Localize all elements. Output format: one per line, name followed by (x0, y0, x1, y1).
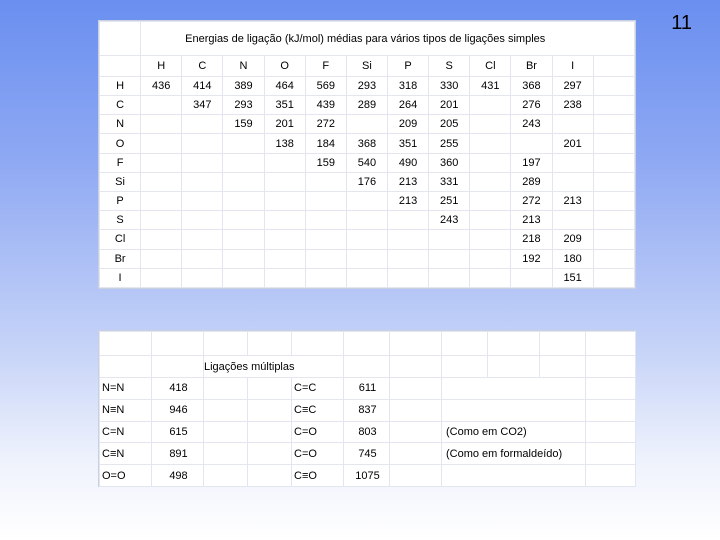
energy-cell: 276 (511, 96, 552, 115)
energy-cell: 540 (346, 153, 387, 172)
blank-cell (204, 399, 248, 421)
energy-cell (552, 211, 593, 230)
bond-energy: 946 (152, 399, 204, 421)
energy-cell (346, 211, 387, 230)
bond-label: C=O (292, 443, 344, 465)
energy-cell (429, 230, 470, 249)
energy-cell (470, 115, 511, 134)
column-header: F (305, 56, 346, 77)
energy-cell: 464 (264, 76, 305, 95)
energy-cell: 138 (264, 134, 305, 153)
blank-cell (593, 96, 634, 115)
blank-cell (586, 443, 636, 465)
blank-cell (586, 356, 636, 378)
bond-label: C≡O (292, 465, 344, 487)
row-header: S (100, 211, 141, 230)
bond-label: N=N (100, 378, 152, 400)
energy-cell (346, 115, 387, 134)
energy-cell (182, 172, 223, 191)
blank-cell (204, 378, 248, 400)
blank-cell (344, 332, 390, 356)
table-row (100, 421, 636, 443)
energy-cell: 389 (223, 76, 264, 95)
blank-cell (593, 230, 634, 249)
energy-cell (182, 153, 223, 172)
energy-cell: 205 (429, 115, 470, 134)
energy-cell (141, 191, 182, 210)
blank-cell (390, 443, 442, 465)
energy-cell (223, 134, 264, 153)
bond-label: C=C (292, 378, 344, 400)
energy-cell: 569 (305, 76, 346, 95)
energy-cell (264, 191, 305, 210)
energy-cell: 176 (346, 172, 387, 191)
energy-cell: 490 (387, 153, 428, 172)
energy-cell (264, 211, 305, 230)
energy-cell (182, 249, 223, 268)
bond-energy: 745 (344, 443, 390, 465)
row-header: Br (100, 249, 141, 268)
blank-cell (540, 332, 586, 356)
energy-cell (141, 153, 182, 172)
energy-cell: 243 (511, 115, 552, 134)
energy-cell: 251 (429, 191, 470, 210)
blank-cell (204, 332, 248, 356)
column-header: O (264, 56, 305, 77)
blank-cell (100, 356, 152, 378)
energy-cell (305, 172, 346, 191)
column-header: S (429, 56, 470, 77)
energy-cell: 272 (511, 191, 552, 210)
energy-cell (141, 96, 182, 115)
energy-cell: 414 (182, 76, 223, 95)
energy-cell (182, 230, 223, 249)
energy-cell (470, 268, 511, 287)
energy-cell (470, 134, 511, 153)
energy-cell (223, 172, 264, 191)
row-header: O (100, 134, 141, 153)
bond-energy: 803 (344, 421, 390, 443)
table-row (100, 76, 635, 95)
blank-cell (248, 421, 292, 443)
energy-cell: 209 (387, 115, 428, 134)
energy-cell: 192 (511, 249, 552, 268)
table-row (100, 399, 636, 421)
bond-energy: 615 (152, 421, 204, 443)
blank-cell (248, 332, 292, 356)
energy-cell (182, 134, 223, 153)
energy-cell (470, 191, 511, 210)
bond-energy: 611 (344, 378, 390, 400)
blank-cell (390, 399, 442, 421)
energy-cell (552, 153, 593, 172)
row-header: P (100, 191, 141, 210)
energy-cell: 289 (511, 172, 552, 191)
blank-cell (390, 332, 442, 356)
blank-cell (593, 115, 634, 134)
column-header: H (141, 56, 182, 77)
single-bond-energy-table (98, 20, 636, 289)
energy-cell (470, 172, 511, 191)
energy-cell: 318 (387, 76, 428, 95)
energy-cell (264, 153, 305, 172)
energy-cell: 213 (511, 211, 552, 230)
table-corner-cell (100, 56, 141, 77)
energy-cell (182, 211, 223, 230)
energy-cell (346, 191, 387, 210)
column-header: Si (346, 56, 387, 77)
energy-cell (141, 134, 182, 153)
energy-cell: 360 (429, 153, 470, 172)
energy-cell (511, 268, 552, 287)
energy-cell: 331 (429, 172, 470, 191)
energy-cell (305, 268, 346, 287)
energy-cell (470, 153, 511, 172)
blank-cell (204, 443, 248, 465)
energy-cell: 431 (470, 76, 511, 95)
energy-cell: 201 (429, 96, 470, 115)
bond-energy: 418 (152, 378, 204, 400)
energy-cell: 201 (264, 115, 305, 134)
column-header: I (552, 56, 593, 77)
blank-cell (390, 465, 442, 487)
energy-cell: 347 (182, 96, 223, 115)
row-header: H (100, 76, 141, 95)
blank-cell (390, 356, 442, 378)
bond-label: C=O (292, 421, 344, 443)
energy-cell: 184 (305, 134, 346, 153)
energy-cell (346, 268, 387, 287)
blank-cell (593, 172, 634, 191)
energy-cell (223, 230, 264, 249)
energy-cell (182, 268, 223, 287)
energy-cell: 201 (552, 134, 593, 153)
blank-cell (442, 332, 488, 356)
energy-cell (141, 249, 182, 268)
blank-cell (540, 356, 586, 378)
blank-cell (204, 421, 248, 443)
blank-cell (488, 356, 540, 378)
row-header: Si (100, 172, 141, 191)
bond-label: C=N (100, 421, 152, 443)
energy-cell (223, 211, 264, 230)
energy-cell: 151 (552, 268, 593, 287)
blank-cell (248, 399, 292, 421)
energy-cell: 330 (429, 76, 470, 95)
table-row (100, 249, 635, 268)
energy-cell: 213 (552, 191, 593, 210)
energy-cell: 197 (511, 153, 552, 172)
energy-cell (305, 249, 346, 268)
energy-cell (470, 211, 511, 230)
table-row (100, 96, 635, 115)
energy-cell (429, 268, 470, 287)
energy-cell (387, 211, 428, 230)
energy-cell (387, 268, 428, 287)
bond-energy: 1075 (344, 465, 390, 487)
blank-cell (593, 249, 634, 268)
blank-cell (390, 421, 442, 443)
table-row (100, 443, 636, 465)
table-row (100, 378, 636, 400)
bond-energy: 837 (344, 399, 390, 421)
energy-cell (387, 249, 428, 268)
blank-cell (586, 465, 636, 487)
blank-cell (100, 332, 152, 356)
energy-cell (223, 249, 264, 268)
bond-note (442, 378, 586, 400)
energy-cell: 368 (346, 134, 387, 153)
row-header: I (100, 268, 141, 287)
row-header: N (100, 115, 141, 134)
blank-cell (488, 332, 540, 356)
energy-cell: 159 (223, 115, 264, 134)
energy-cell: 255 (429, 134, 470, 153)
blank-cell (152, 356, 204, 378)
energy-cell (305, 191, 346, 210)
blank-cell (390, 378, 442, 400)
bond-label: C≡C (292, 399, 344, 421)
energy-cell (141, 230, 182, 249)
bond-note (442, 465, 586, 487)
energy-cell (182, 191, 223, 210)
bond-label: N≡N (100, 399, 152, 421)
table-row (100, 153, 635, 172)
blank-cell (593, 76, 634, 95)
energy-cell: 293 (223, 96, 264, 115)
table-row (100, 115, 635, 134)
energy-cell (182, 115, 223, 134)
column-header: Cl (470, 56, 511, 77)
blank-cell (593, 268, 634, 287)
table-row (100, 172, 635, 191)
blank-cell (248, 378, 292, 400)
energy-cell (264, 268, 305, 287)
blank-cell (586, 399, 636, 421)
table-row (100, 465, 636, 487)
energy-cell (141, 115, 182, 134)
bond-note: (Como em CO2) (442, 421, 586, 443)
energy-cell: 218 (511, 230, 552, 249)
table-row (100, 268, 635, 287)
energy-cell: 436 (141, 76, 182, 95)
column-header: C (182, 56, 223, 77)
energy-cell (264, 249, 305, 268)
blank-cell (292, 332, 344, 356)
energy-cell: 209 (552, 230, 593, 249)
multiple-bonds-title: Ligações múltiplas (204, 356, 344, 378)
energy-cell (305, 211, 346, 230)
column-header: Br (511, 56, 552, 77)
bond-note: (Como em formaldeído) (442, 443, 586, 465)
energy-cell (223, 191, 264, 210)
energy-cell: 351 (387, 134, 428, 153)
row-header: Cl (100, 230, 141, 249)
energy-cell: 238 (552, 96, 593, 115)
energy-cell: 293 (346, 76, 387, 95)
blank-cell (586, 378, 636, 400)
energy-cell (264, 172, 305, 191)
blank-cell (593, 153, 634, 172)
slide-number: 11 (671, 12, 692, 34)
column-header: N (223, 56, 264, 77)
energy-cell: 289 (346, 96, 387, 115)
energy-cell (511, 134, 552, 153)
bond-energy: 891 (152, 443, 204, 465)
energy-cell (141, 172, 182, 191)
blank-cell (442, 356, 488, 378)
energy-cell (387, 230, 428, 249)
table-row (100, 191, 635, 210)
table-corner-cell (100, 22, 141, 56)
energy-cell (470, 249, 511, 268)
bond-note (442, 399, 586, 421)
blank-cell (593, 134, 634, 153)
energy-cell (552, 115, 593, 134)
blank-cell (204, 465, 248, 487)
energy-cell (346, 249, 387, 268)
table-row (100, 230, 635, 249)
energy-cell (223, 268, 264, 287)
blank-cell (593, 191, 634, 210)
energy-cell (141, 211, 182, 230)
energy-cell (552, 172, 593, 191)
blank-cell (344, 356, 390, 378)
blank-cell (586, 421, 636, 443)
energy-cell: 213 (387, 191, 428, 210)
energy-cell (346, 230, 387, 249)
multiple-bond-energy-table (98, 330, 636, 487)
energy-cell: 272 (305, 115, 346, 134)
energy-cell: 213 (387, 172, 428, 191)
blank-cell (586, 332, 636, 356)
energy-cell (264, 230, 305, 249)
energy-cell: 243 (429, 211, 470, 230)
energy-cell (223, 153, 264, 172)
energy-cell (470, 96, 511, 115)
blank-cell (248, 465, 292, 487)
blank-cell (152, 332, 204, 356)
column-header: P (387, 56, 428, 77)
energy-cell: 159 (305, 153, 346, 172)
energy-cell (305, 230, 346, 249)
table-row (100, 211, 635, 230)
table-row (100, 134, 635, 153)
energy-cell: 439 (305, 96, 346, 115)
energy-cell (470, 230, 511, 249)
row-header: C (100, 96, 141, 115)
bond-label: C≡N (100, 443, 152, 465)
energy-cell (429, 249, 470, 268)
blank-cell (248, 443, 292, 465)
blank-cell (593, 56, 634, 77)
table-title: Energias de ligação (kJ/mol) médias para vários tipos de ligações simples (141, 22, 635, 56)
blank-cell (593, 211, 634, 230)
energy-cell: 297 (552, 76, 593, 95)
energy-cell (141, 268, 182, 287)
bond-energy: 498 (152, 465, 204, 487)
bond-label: O=O (100, 465, 152, 487)
energy-cell: 351 (264, 96, 305, 115)
energy-cell: 180 (552, 249, 593, 268)
energy-cell: 264 (387, 96, 428, 115)
row-header: F (100, 153, 141, 172)
energy-cell: 368 (511, 76, 552, 95)
